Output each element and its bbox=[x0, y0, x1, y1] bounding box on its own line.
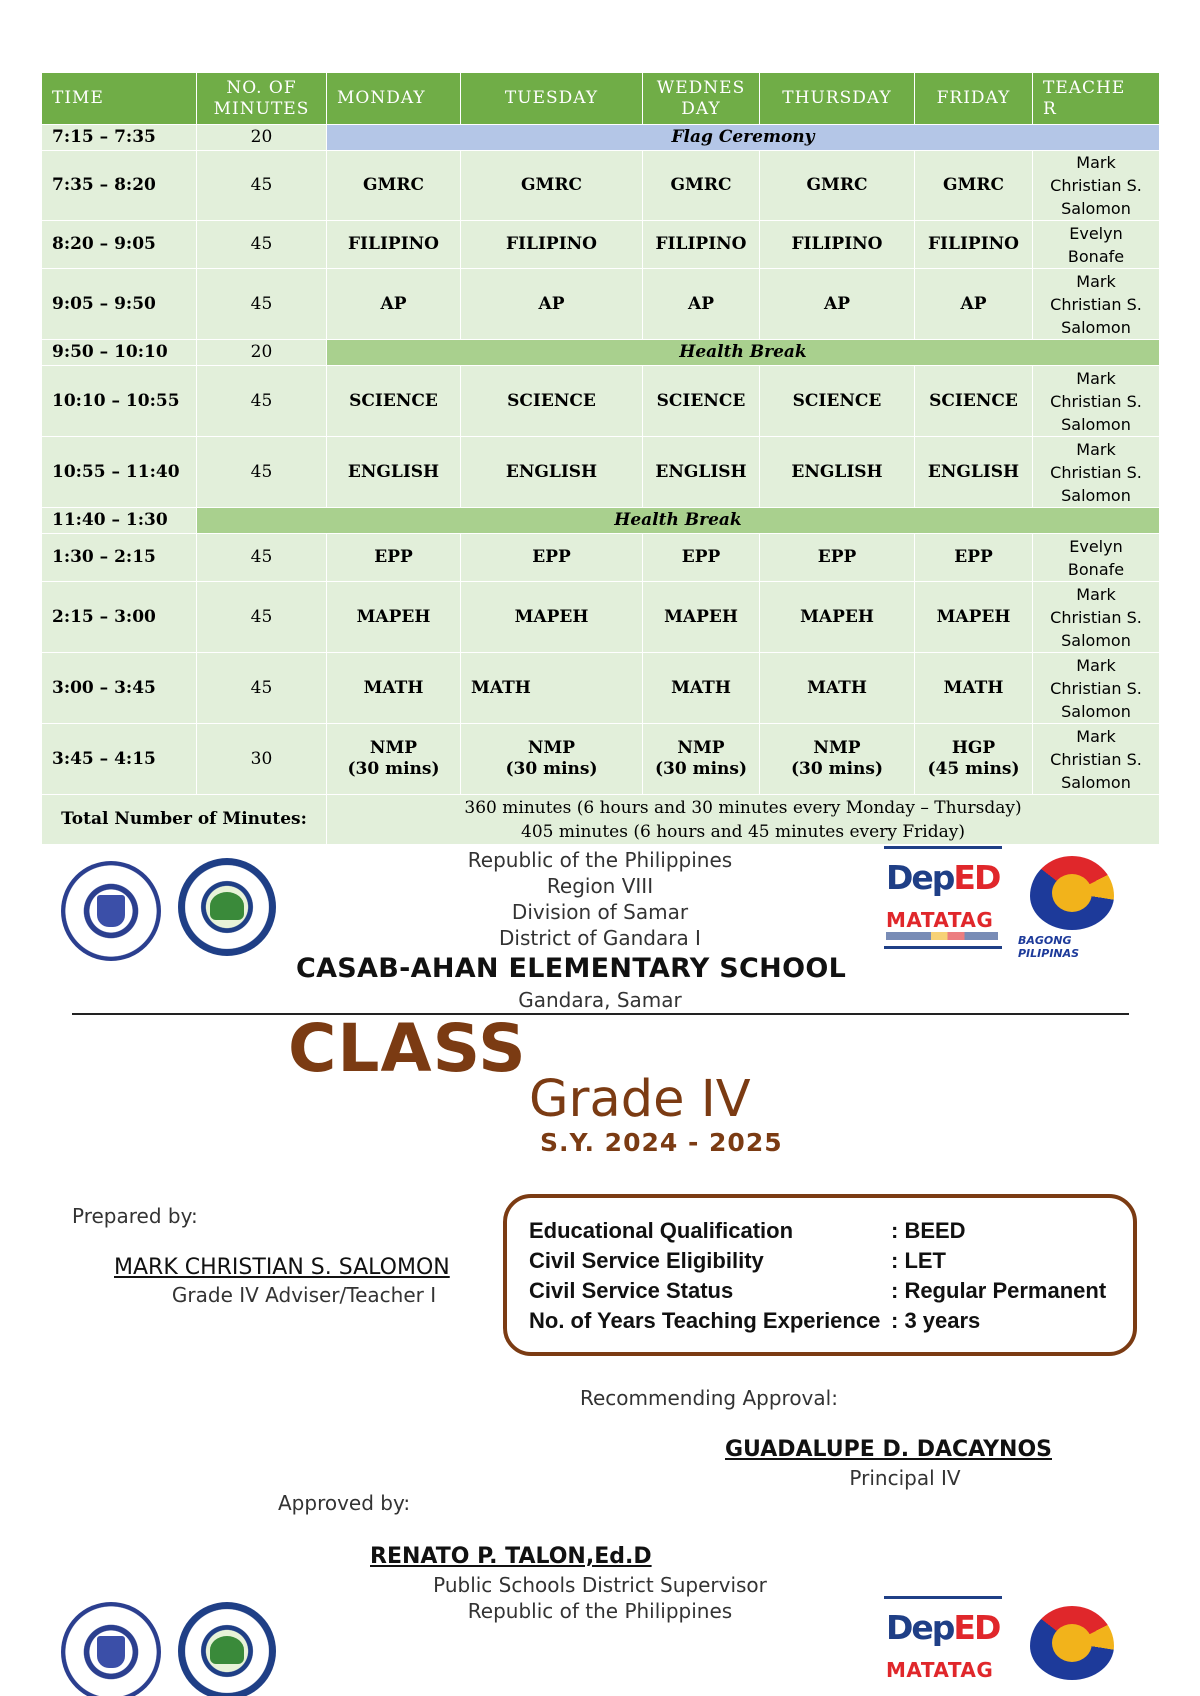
qualifications-box bbox=[503, 1194, 1137, 1356]
bagong-pilipinas-logo-icon bbox=[1016, 1596, 1130, 1696]
subject-cell: EPP bbox=[760, 534, 915, 582]
recommending-position: Principal IV bbox=[849, 1466, 961, 1490]
teacher-cell: Mark Christian S. Salomon bbox=[1033, 151, 1160, 221]
subject-cell: MATH bbox=[760, 653, 915, 724]
subject-cell: FILIPINO bbox=[327, 221, 461, 269]
approved-by-name: RENATO P. TALON,Ed.D bbox=[370, 1544, 652, 1569]
subject-cell: MAPEH bbox=[461, 582, 643, 653]
subject-cell: NMP (30 mins) bbox=[760, 724, 915, 795]
table-row bbox=[42, 582, 1160, 653]
title-school-year: S.Y. 2024 - 2025 bbox=[540, 1128, 783, 1157]
subject-cell: AP bbox=[915, 269, 1033, 340]
table-row bbox=[42, 151, 1160, 221]
qualification-row: Civil Service Status : Regular Permanent bbox=[529, 1278, 1107, 1303]
header-republic: Republic of the Philippines bbox=[467, 848, 733, 872]
deped-seal-icon bbox=[61, 861, 161, 961]
prepared-by-name: MARK CHRISTIAN S. SALOMON bbox=[114, 1255, 450, 1280]
header-minutes: NO. OF MINUTES bbox=[197, 73, 327, 125]
prepared-by-label: Prepared by: bbox=[72, 1204, 198, 1228]
teacher-cell: Evelyn Bonafe bbox=[1033, 534, 1160, 582]
recommending-approval-label: Recommending Approval: bbox=[580, 1386, 838, 1410]
teacher-cell: Mark Christian S. Salomon bbox=[1033, 437, 1160, 508]
table-row bbox=[42, 269, 1160, 340]
teacher-cell: Mark Christian S. Salomon bbox=[1033, 269, 1160, 340]
subject-cell: HGP (45 mins) bbox=[915, 724, 1033, 795]
subject-cell: AP bbox=[760, 269, 915, 340]
subject-cell: AP bbox=[327, 269, 461, 340]
class-schedule-table bbox=[41, 72, 1160, 845]
deped-seal-icon bbox=[61, 1602, 161, 1696]
teacher-cell: Evelyn Bonafe bbox=[1033, 221, 1160, 269]
recommending-name: GUADALUPE D. DACAYNOS bbox=[725, 1437, 1052, 1462]
minutes-cell: 45 bbox=[197, 582, 327, 653]
subject-cell: GMRC bbox=[643, 151, 760, 221]
subject-cell: MATH bbox=[915, 653, 1033, 724]
total-minutes-label: Total Number of Minutes: bbox=[42, 795, 327, 845]
subject-cell: MAPEH bbox=[915, 582, 1033, 653]
subject-cell: AP bbox=[461, 269, 643, 340]
subject-cell: SCIENCE bbox=[643, 366, 760, 437]
table-row bbox=[42, 534, 1160, 582]
minutes-cell: 45 bbox=[197, 653, 327, 724]
teacher-cell: Mark Christian S. Salomon bbox=[1033, 724, 1160, 795]
subject-cell: SCIENCE bbox=[461, 366, 643, 437]
subject-cell: MATH bbox=[461, 653, 643, 724]
subject-cell: MATH bbox=[327, 653, 461, 724]
subject-cell: GMRC bbox=[461, 151, 643, 221]
school-seal-icon bbox=[178, 1602, 276, 1696]
bagong-pilipinas-logo-icon: BAGONG PILIPINAS bbox=[1016, 846, 1130, 956]
table-header-row bbox=[42, 73, 1160, 125]
subject-cell: EPP bbox=[915, 534, 1033, 582]
table-row bbox=[42, 653, 1160, 724]
minutes-cell: 20 bbox=[197, 125, 327, 151]
teacher-cell: Mark Christian S. Salomon bbox=[1033, 582, 1160, 653]
school-name: CASAB-AHAN ELEMENTARY SCHOOL bbox=[296, 953, 847, 984]
minutes-cell: 30 bbox=[197, 724, 327, 795]
subject-cell: NMP (30 mins) bbox=[643, 724, 760, 795]
subject-cell: SCIENCE bbox=[327, 366, 461, 437]
time-cell: 2:15 – 3:00 bbox=[42, 582, 197, 653]
subject-cell: GMRC bbox=[327, 151, 461, 221]
time-cell: 9:05 – 9:50 bbox=[42, 269, 197, 340]
title-grade: Grade IV bbox=[529, 1070, 751, 1129]
minutes-cell: 45 bbox=[197, 366, 327, 437]
title-class: CLASS bbox=[288, 1010, 527, 1087]
time-cell: 9:50 – 10:10 bbox=[42, 340, 197, 366]
approved-by-position: Public Schools District Supervisor bbox=[433, 1573, 767, 1597]
header-region: Region VIII bbox=[546, 874, 654, 898]
subject-cell: NMP (30 mins) bbox=[461, 724, 643, 795]
subject-cell: MATH bbox=[643, 653, 760, 724]
minutes-cell: 45 bbox=[197, 269, 327, 340]
subject-cell: EPP bbox=[643, 534, 760, 582]
subject-cell: MAPEH bbox=[643, 582, 760, 653]
header-district: District of Gandara I bbox=[499, 926, 701, 950]
subject-cell: ENGLISH bbox=[327, 437, 461, 508]
time-cell: 11:40 – 1:30 bbox=[42, 508, 197, 534]
subject-cell: AP bbox=[643, 269, 760, 340]
subject-cell: FILIPINO bbox=[760, 221, 915, 269]
subject-cell: FILIPINO bbox=[915, 221, 1033, 269]
time-cell: 3:45 – 4:15 bbox=[42, 724, 197, 795]
minutes-cell: 45 bbox=[197, 221, 327, 269]
time-cell: 8:20 – 9:05 bbox=[42, 221, 197, 269]
time-cell: 10:10 – 10:55 bbox=[42, 366, 197, 437]
total-minutes-value: 360 minutes (6 hours and 30 minutes every Monday – Thursday) 405 minutes (6 hours and 45 minutes every Friday) bbox=[327, 795, 1160, 845]
header-monday: MONDAY bbox=[327, 73, 461, 125]
qualification-row: Civil Service Eligibility : LET bbox=[529, 1248, 946, 1273]
subject-cell: ENGLISH bbox=[461, 437, 643, 508]
table-row bbox=[42, 366, 1160, 437]
prepared-by-position: Grade IV Adviser/Teacher I bbox=[171, 1283, 437, 1307]
teacher-cell: Mark Christian S. Salomon bbox=[1033, 366, 1160, 437]
minutes-cell: 45 bbox=[197, 437, 327, 508]
subject-cell: SCIENCE bbox=[915, 366, 1033, 437]
health-break-cell: Health Break bbox=[327, 340, 1160, 366]
header-friday: FRIDAY bbox=[915, 73, 1033, 125]
totals-row bbox=[42, 795, 1160, 845]
subject-cell: GMRC bbox=[915, 151, 1033, 221]
teacher-cell: Mark Christian S. Salomon bbox=[1033, 653, 1160, 724]
time-cell: 1:30 – 2:15 bbox=[42, 534, 197, 582]
qualification-row: Educational Qualification : BEED bbox=[529, 1218, 966, 1243]
deped-matatag-logo-icon: DepED MATATAG bbox=[884, 846, 1002, 954]
subject-cell: FILIPINO bbox=[643, 221, 760, 269]
table-row bbox=[42, 340, 1160, 366]
time-cell: 10:55 – 11:40 bbox=[42, 437, 197, 508]
subject-cell: MAPEH bbox=[327, 582, 461, 653]
minutes-cell: 45 bbox=[197, 151, 327, 221]
flag-ceremony-cell: Flag Ceremony bbox=[327, 125, 1160, 151]
table-row bbox=[42, 437, 1160, 508]
header-thursday: THURSDAY bbox=[760, 73, 915, 125]
subject-cell: ENGLISH bbox=[915, 437, 1033, 508]
table-row bbox=[42, 508, 1160, 534]
header-teacher: TEACHE R bbox=[1033, 73, 1160, 125]
header-time: TIME bbox=[42, 73, 197, 125]
header-tuesday: TUESDAY bbox=[461, 73, 643, 125]
subject-cell: NMP (30 mins) bbox=[327, 724, 461, 795]
subject-cell: GMRC bbox=[760, 151, 915, 221]
health-break-cell: Health Break bbox=[197, 508, 1160, 534]
minutes-cell: 45 bbox=[197, 534, 327, 582]
header-wednesday: WEDNES DAY bbox=[643, 73, 760, 125]
time-cell: 3:00 – 3:45 bbox=[42, 653, 197, 724]
approved-by-label: Approved by: bbox=[278, 1491, 411, 1515]
table-row bbox=[42, 724, 1160, 795]
header-divider bbox=[72, 1013, 1129, 1015]
time-cell: 7:15 – 7:35 bbox=[42, 125, 197, 151]
subject-cell: FILIPINO bbox=[461, 221, 643, 269]
subject-cell: ENGLISH bbox=[760, 437, 915, 508]
table-row bbox=[42, 221, 1160, 269]
school-location: Gandara, Samar bbox=[518, 988, 682, 1012]
time-cell: 7:35 – 8:20 bbox=[42, 151, 197, 221]
footer-republic: Republic of the Philippines bbox=[467, 1599, 733, 1623]
header-division: Division of Samar bbox=[511, 900, 689, 924]
subject-cell: SCIENCE bbox=[760, 366, 915, 437]
subject-cell: EPP bbox=[327, 534, 461, 582]
school-seal-icon bbox=[178, 858, 276, 956]
subject-cell: MAPEH bbox=[760, 582, 915, 653]
qualification-row: No. of Years Teaching Experience : 3 years bbox=[529, 1308, 981, 1333]
minutes-cell: 20 bbox=[197, 340, 327, 366]
deped-matatag-logo-icon: DepED MATATAG bbox=[884, 1596, 1002, 1696]
subject-cell: EPP bbox=[461, 534, 643, 582]
subject-cell: ENGLISH bbox=[643, 437, 760, 508]
table-row bbox=[42, 125, 1160, 151]
